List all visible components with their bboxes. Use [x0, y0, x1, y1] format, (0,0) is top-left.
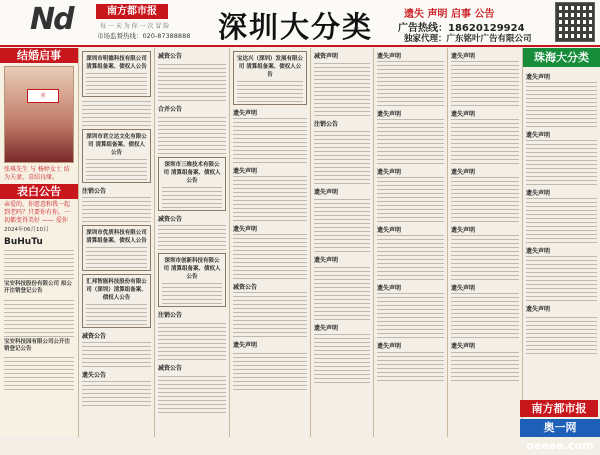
text-block: [237, 80, 303, 102]
love-sign: BuHuTu: [4, 237, 43, 247]
love-text: 亲爱的，你愿意和我一起到老吗？只要你有你，一切都变得美好 —— 爱你: [4, 201, 71, 224]
ad-title: 宝达兴（深圳）发展有限公司 清算组备案、债权人公告: [237, 56, 304, 78]
brand-name: 南方都市报: [96, 4, 168, 19]
text-block: [377, 119, 444, 164]
notice-label: 遗失声明: [233, 342, 258, 349]
text-block: [377, 177, 444, 222]
text-block: [526, 82, 597, 127]
hotline: 市场监督热线：020-87388888: [97, 32, 191, 40]
ad-title: 深圳市创新科技有限公司 清算组备案、债权人公告: [163, 258, 221, 280]
text-block: [314, 61, 370, 116]
notice-label: 遗失声明: [377, 169, 402, 176]
love-date: 2024年06月10日: [4, 227, 49, 233]
ad-title: 深圳市明德科技有限公司 清算组备案、债权人公告: [86, 56, 147, 70]
text-block: [82, 196, 151, 222]
notice-label: 遗失声明: [451, 343, 476, 350]
ad-hotline: 广告热线：18620129924: [398, 23, 525, 34]
notice-label: 减资公告: [158, 365, 183, 372]
notice-label: 遗失声明: [526, 74, 551, 81]
slogan: 每 一 天 为 你 一 次 冒 险: [100, 23, 170, 30]
text-block: [526, 140, 597, 185]
ad-box: [82, 129, 151, 183]
text-block: [451, 351, 519, 381]
notice-label: 注销公告: [158, 312, 183, 319]
photo-caption: 喜: [27, 89, 59, 103]
text-block: [526, 198, 597, 243]
notice-label: 遗失声明: [451, 285, 476, 292]
ad-title: 汇邦智能科技股份有限公司（深圳）清算组备案、债权人公告: [86, 279, 147, 301]
notice-label: 减资公告: [82, 333, 107, 340]
text-block: [158, 114, 226, 154]
column-1: [79, 48, 155, 437]
wedding-note: 张琪先生 与 杨婷女士 结为夫妻，喜结良缘。: [4, 166, 70, 181]
notice-label: 遗失声明: [451, 169, 476, 176]
text-block: [162, 186, 222, 208]
text-block: [158, 373, 226, 413]
text-block: [86, 158, 147, 180]
text-block: [314, 197, 370, 252]
text-block: [314, 265, 370, 320]
text-block: [451, 293, 519, 338]
footer-brand: 南方都市报: [520, 400, 598, 417]
ad-box: [82, 51, 151, 97]
notice-label: 减资公告: [158, 53, 183, 60]
ad-categories: 遗失 声明 启事 公告: [404, 9, 495, 20]
ad-title: 深圳市君立达文化有限公司 清算组备案、债权人公告: [86, 134, 147, 156]
notice-label: 遗失公告: [82, 372, 107, 379]
text-block: [162, 282, 222, 304]
company-notice: 宝安科技园有限公司公开注销登记公告: [4, 339, 71, 352]
notice-label: 遗失声明: [377, 53, 402, 60]
text-block: [233, 292, 307, 337]
text-block: [233, 350, 307, 390]
notice-label: 遗失声明: [377, 227, 402, 234]
text-block: [4, 297, 74, 337]
notice-label: 遗失声明: [526, 190, 551, 197]
text-block: [314, 129, 370, 184]
text-block: [451, 119, 519, 164]
text-block: [314, 333, 370, 383]
text-block: [82, 100, 151, 126]
zhuhai-section-title: 珠海大分类: [523, 48, 600, 67]
wedding-section-title: 结婚启事: [0, 48, 78, 63]
notice-label: 遗失声明: [526, 132, 551, 139]
notice-label: 遗失声明: [377, 285, 402, 292]
column-3: [230, 48, 311, 437]
ad-box: [158, 157, 226, 211]
text-block: [86, 246, 147, 268]
notice-label: 遗失声明: [451, 111, 476, 118]
notice-label: 遗失声明: [526, 306, 551, 313]
notice-label: 遗失声明: [526, 248, 551, 255]
ad-box: [82, 225, 151, 271]
column-2: [155, 48, 230, 437]
text-block: [377, 61, 444, 106]
text-block: [158, 61, 226, 101]
ad-box: [82, 274, 151, 328]
notice-label: 遗失声明: [314, 325, 339, 332]
text-block: [451, 177, 519, 222]
notice-label: 遗失声明: [451, 227, 476, 234]
zhuhai-column: [523, 69, 600, 399]
notice-label: 遗失声明: [377, 343, 402, 350]
ad-title: 深圳市优质科技有限公司 清算组备案、债权人公告: [86, 230, 147, 244]
text-block: [158, 224, 226, 250]
text-block: [233, 176, 307, 221]
notice-label: 减资公告: [233, 284, 258, 291]
notice-label: 遗失声明: [233, 226, 258, 233]
qr-code-icon: [555, 2, 595, 42]
text-block: [233, 118, 307, 163]
column-6: [448, 48, 523, 437]
notice-label: 遗失声明: [314, 257, 339, 264]
text-block: [4, 355, 74, 390]
text-block: [526, 314, 597, 354]
text-block: [451, 61, 519, 106]
notice-label: 遗失声明: [233, 168, 258, 175]
notice-label: 注销公告: [82, 188, 107, 195]
love-section-title: 表白公告: [0, 184, 78, 199]
text-block: [526, 256, 597, 301]
left-column: [0, 48, 79, 437]
notice-label: 减资声明: [314, 53, 339, 60]
ad-title: 深圳市三维技术有限公司 清算组备案、债权人公告: [163, 162, 221, 184]
text-block: [86, 303, 147, 325]
ad-box: [158, 253, 226, 307]
site-watermark: 奥一网 oeeee.com: [520, 419, 600, 437]
text-block: [451, 235, 519, 280]
notice-label: 遗失声明: [314, 189, 339, 196]
wedding-photo: [4, 66, 74, 163]
text-block: [82, 380, 151, 406]
ad-box: [233, 51, 307, 105]
text-block: [377, 293, 444, 338]
text-block: [377, 351, 444, 381]
notice-label: 遗失声明: [233, 110, 258, 117]
notice-title: 宝安科技股份有限公司 拟公开注销登记公告: [4, 281, 72, 294]
notice-label: 注销公告: [314, 121, 339, 128]
page-header: [0, 0, 600, 47]
text-block: [233, 234, 307, 279]
notice-label: 遗失声明: [377, 111, 402, 118]
text-block: [4, 249, 74, 279]
column-5: [374, 48, 448, 437]
text-block: [86, 72, 147, 94]
notice-label: 减资公告: [158, 216, 183, 223]
column-4: [311, 48, 374, 437]
text-block: [158, 320, 226, 360]
text-block: [82, 341, 151, 367]
text-block: [377, 235, 444, 280]
notice-label: 合并公告: [158, 106, 183, 113]
notice-label: 遗失声明: [451, 53, 476, 60]
newspaper-logo: Nd: [30, 2, 73, 37]
page-title: 深圳大分类: [218, 10, 374, 44]
agent-info: 独家代理：广东铭叶广告有限公司: [404, 34, 532, 44]
